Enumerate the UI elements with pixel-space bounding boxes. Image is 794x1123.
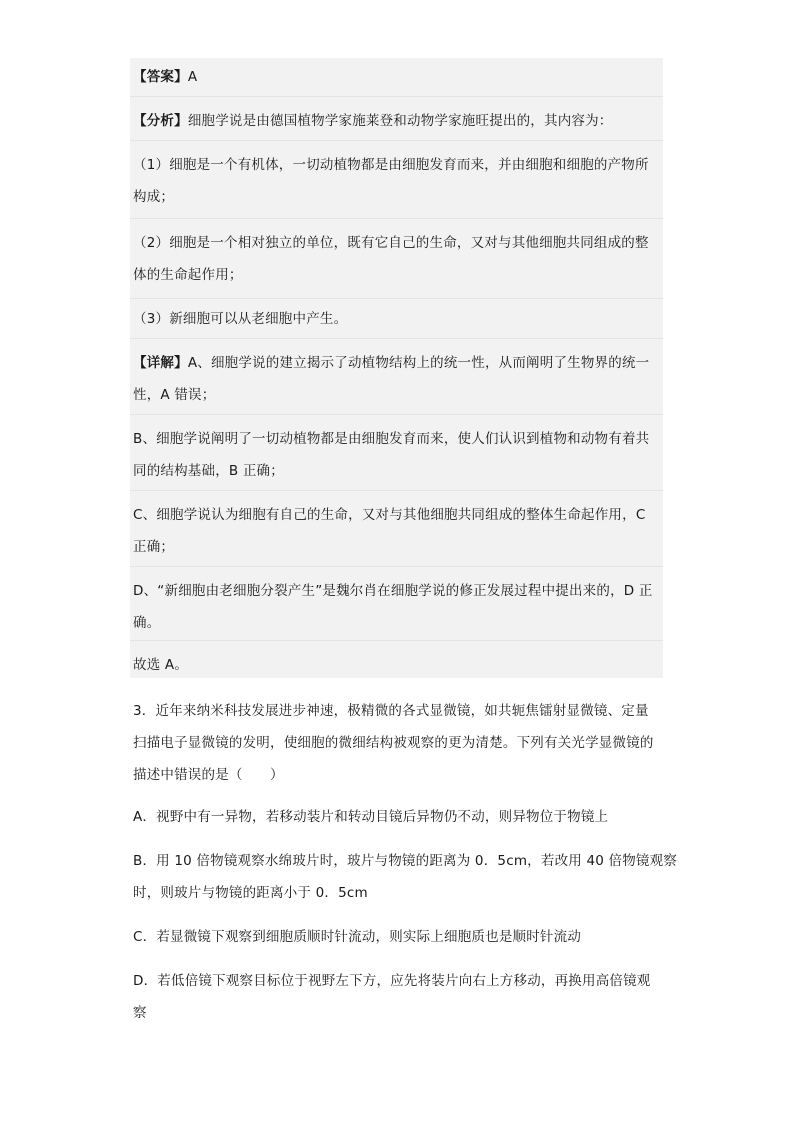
option-d-line-2: 察 bbox=[133, 1005, 147, 1021]
divider bbox=[130, 490, 663, 491]
detail-b-line-2: 同的结构基础，B 正确； bbox=[133, 463, 284, 479]
divider bbox=[130, 96, 663, 97]
option-b-line-1: B．用 10 倍物镜观察水绵玻片时，玻片与物镜的距离为 0．5cm，若改用 40 倍物镜观察 bbox=[133, 853, 678, 869]
analysis-label: 【分析】 bbox=[133, 113, 188, 129]
detail-conclusion: 故选 A。 bbox=[133, 657, 189, 673]
answer-line bbox=[133, 68, 197, 86]
analysis-intro: 细胞学说是由德国植物学家施莱登和动物学家施旺提出的，其内容为： bbox=[187, 113, 613, 129]
divider bbox=[130, 140, 663, 141]
analysis-point-1-line-1: （1）细胞是一个有机体，一切动植物都是由细胞发育而来，并由细胞和细胞的产物所 bbox=[133, 157, 649, 173]
detail-b-line-1: B、细胞学说阐明了一切动植物都是由细胞发育而来，使人们认识到植物和动物有着共 bbox=[133, 431, 650, 447]
answer-value: A bbox=[187, 69, 198, 85]
option-d-line-1: D．若低倍镜下观察目标位于视野左下方，应先将装片向右上方移动，再换用高倍镜观 bbox=[133, 973, 651, 989]
divider bbox=[130, 298, 663, 299]
analysis-intro-line bbox=[133, 112, 613, 130]
divider bbox=[130, 640, 663, 641]
divider bbox=[130, 218, 663, 219]
answer-label: 【答案】 bbox=[133, 69, 188, 85]
divider bbox=[130, 338, 663, 339]
detail-a-line-1 bbox=[133, 354, 649, 372]
detail-a-text-1: A、细胞学说的建立揭示了动植物结构上的统一性，从而阐明了生物界的统一 bbox=[187, 355, 650, 371]
option-c: C．若显微镜下观察到细胞质顺时针流动，则实际上细胞质也是顺时针流动 bbox=[133, 929, 582, 945]
option-a: A．视野中有一异物，若移动装片和转动目镜后异物仍不动，则异物位于物镜上 bbox=[133, 809, 609, 825]
option-b-line-2: 时，则玻片与物镜的距离小于 0．5cm bbox=[133, 885, 368, 901]
analysis-point-1-line-2: 构成； bbox=[133, 189, 175, 205]
analysis-point-2-line-2: 体的生命起作用； bbox=[133, 267, 243, 283]
question-stem-line-1: 3．近年来纳米科技发展进步神速，极精微的各式显微镜，如共轭焦镭射显微镜、定量 bbox=[133, 703, 649, 719]
detail-c-line-1: C、细胞学说认为细胞有自己的生命，又对与其他细胞共同组成的整体生命起作用，C bbox=[133, 507, 646, 523]
divider bbox=[130, 566, 663, 567]
detail-c-line-2: 正确； bbox=[133, 539, 175, 555]
question-stem-line-2: 扫描电子显微镜的发明，使细胞的微细结构被观察的更为清楚。下列有关光学显微镜的 bbox=[133, 735, 654, 751]
detail-d-line-2: 确。 bbox=[133, 615, 161, 631]
question-stem-line-3: 描述中错误的是（ ） bbox=[133, 767, 284, 783]
detail-label: 【详解】 bbox=[133, 355, 188, 371]
analysis-point-3-line-1: （3）新细胞可以从老细胞中产生。 bbox=[133, 311, 348, 327]
detail-a-line-2: 性，A 错误； bbox=[133, 387, 216, 403]
detail-d-line-1: D、“新细胞由老细胞分裂产生”是魏尔肖在细胞学说的修正发展过程中提出来的，D 正 bbox=[133, 583, 653, 599]
analysis-point-2-line-1: （2）细胞是一个相对独立的单位，既有它自己的生命，又对与其他细胞共同组成的整 bbox=[133, 235, 649, 251]
divider bbox=[130, 414, 663, 415]
